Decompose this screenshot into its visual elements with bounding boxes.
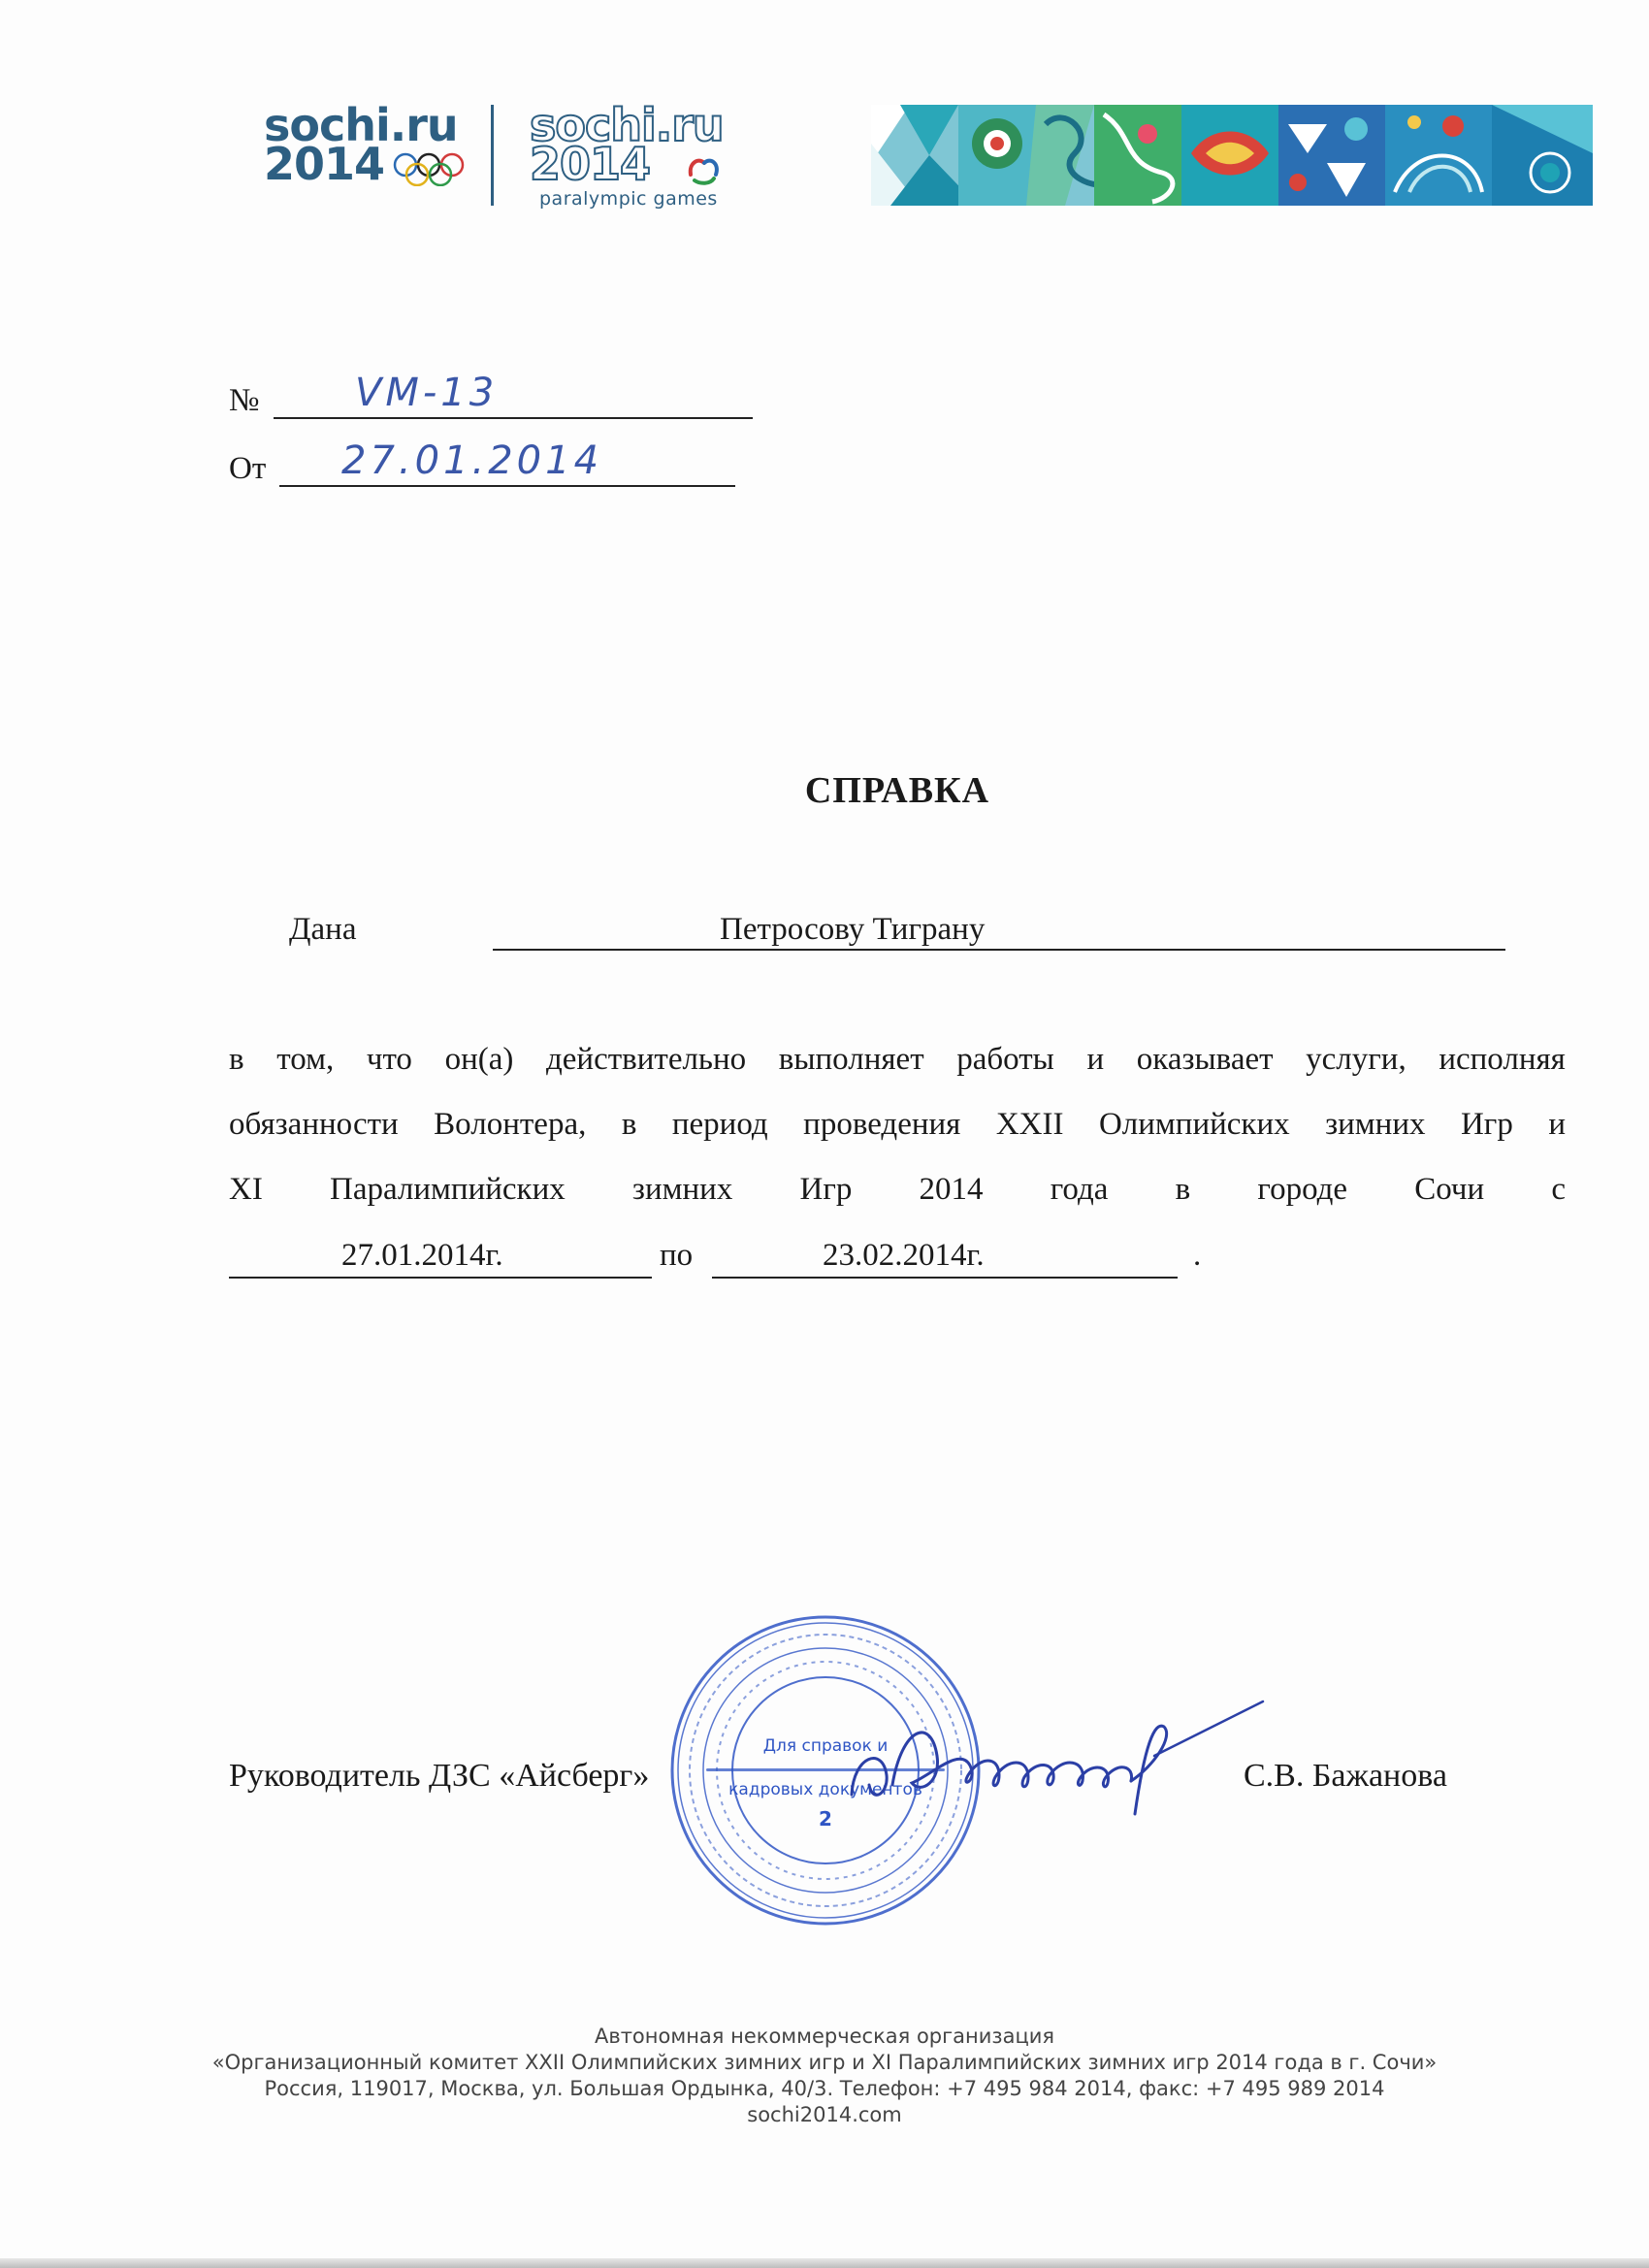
- body-word: 2014: [919, 1172, 984, 1207]
- body-line-1: [229, 1042, 1566, 1078]
- stamp-center-line2: кадровых документов: [728, 1780, 922, 1799]
- olympic-logo-line2: 2014: [264, 138, 385, 190]
- body-word: в: [621, 1107, 637, 1142]
- olympic-rings-icon: [390, 151, 497, 186]
- body-word: с: [1551, 1172, 1566, 1207]
- signatory-name: С.В. Бажанова: [1244, 1758, 1447, 1794]
- body-word: оказывает: [1136, 1042, 1274, 1077]
- body-word: XI: [229, 1172, 263, 1207]
- period-dates-row: [229, 1238, 1296, 1282]
- scan-edge-shadow: [0, 2258, 1649, 2268]
- body-word: городе: [1257, 1172, 1348, 1207]
- body-word: и: [1086, 1042, 1105, 1077]
- body-word: Олимпийских: [1098, 1107, 1290, 1142]
- body-word: обязанности: [229, 1107, 399, 1142]
- body-word: исполняя: [1439, 1042, 1566, 1077]
- organization-footer: [0, 2024, 1649, 2128]
- body-word: зимних: [1325, 1107, 1426, 1142]
- body-word: услуги,: [1306, 1042, 1406, 1077]
- body-word: проведения: [803, 1107, 961, 1142]
- date-underline: [279, 485, 735, 487]
- body-line-2: [229, 1107, 1566, 1143]
- body-word: том,: [276, 1042, 335, 1077]
- paralympic-logo-line2: 2014: [530, 138, 651, 190]
- body-word: XXII: [995, 1107, 1064, 1142]
- footer-org-type: Автономная некоммерческая организация: [594, 2025, 1055, 2048]
- date-value: 27.01.2014: [341, 438, 603, 483]
- body-word: в: [1175, 1172, 1191, 1207]
- stamp-center-line1: Для справок и: [762, 1736, 889, 1756]
- footer-website: sochi2014.com: [747, 2103, 902, 2126]
- body-word: работы: [956, 1042, 1054, 1077]
- recipient-name: Петросову Тиграну: [720, 912, 986, 947]
- sochi-2014-paralympic-logo: [530, 99, 733, 211]
- handwritten-signature: [844, 1688, 1271, 1833]
- body-word: в: [229, 1042, 244, 1077]
- recipient-underline: [493, 949, 1505, 951]
- body-word: Игр: [1460, 1107, 1513, 1142]
- paralympic-logo-line1: sochi.ru: [530, 99, 724, 151]
- date-from: 27.01.2014г.: [341, 1238, 503, 1273]
- date-from-underline: [229, 1277, 652, 1279]
- document-number-row: [229, 373, 753, 419]
- paralympic-agitos-icon: [685, 153, 724, 186]
- period-connector: по: [660, 1238, 694, 1273]
- body-word: выполняет: [778, 1042, 924, 1077]
- body-word: что: [366, 1042, 412, 1077]
- date-to-underline: [712, 1277, 1178, 1279]
- date-to: 23.02.2014г.: [823, 1238, 985, 1273]
- number-value: VM-13: [355, 371, 499, 415]
- body-word: зимних: [631, 1172, 733, 1207]
- body-word: года: [1050, 1172, 1109, 1207]
- footer-address: Россия, 119017, Москва, ул. Большая Ордынка, 40/3. Телефон: +7 495 984 2014, факс: +7 495 989 2014: [264, 2077, 1385, 2100]
- recipient-label: Дана: [289, 912, 357, 947]
- body-word: действительно: [545, 1042, 747, 1077]
- body-word: и: [1548, 1107, 1566, 1142]
- logo-divider: [491, 105, 494, 206]
- number-label: №: [229, 383, 260, 418]
- body-word: Паралимпийских: [330, 1172, 566, 1207]
- olympic-logo-line1: sochi.ru: [264, 99, 458, 151]
- sochi-2014-olympic-logo: [264, 99, 487, 192]
- body-word: период: [671, 1107, 768, 1142]
- sochi-patchwork-pattern-banner: [871, 105, 1593, 206]
- body-line-3: [229, 1172, 1566, 1208]
- body-word: Волонтера,: [434, 1107, 587, 1142]
- period-end-mark: .: [1193, 1238, 1202, 1273]
- date-label: От: [229, 451, 267, 486]
- paralympic-subtitle: paralympic games: [539, 188, 718, 210]
- body-word: он(а): [444, 1042, 514, 1077]
- number-underline: [274, 417, 753, 419]
- signatory-role: Руководитель ДЗС «Айсберг»: [229, 1758, 650, 1794]
- stamp-center-number: 2: [819, 1807, 832, 1831]
- body-word: Сочи: [1414, 1172, 1485, 1207]
- body-word: Игр: [799, 1172, 853, 1207]
- footer-org-name: «Организационный комитет XXII Олимпийских зимних игр и XI Паралимпийских зимних игр 2014 года в г. Сочи»: [211, 2051, 1438, 2074]
- document-title: СПРАВКА: [804, 770, 990, 811]
- document-date-row: [229, 440, 735, 487]
